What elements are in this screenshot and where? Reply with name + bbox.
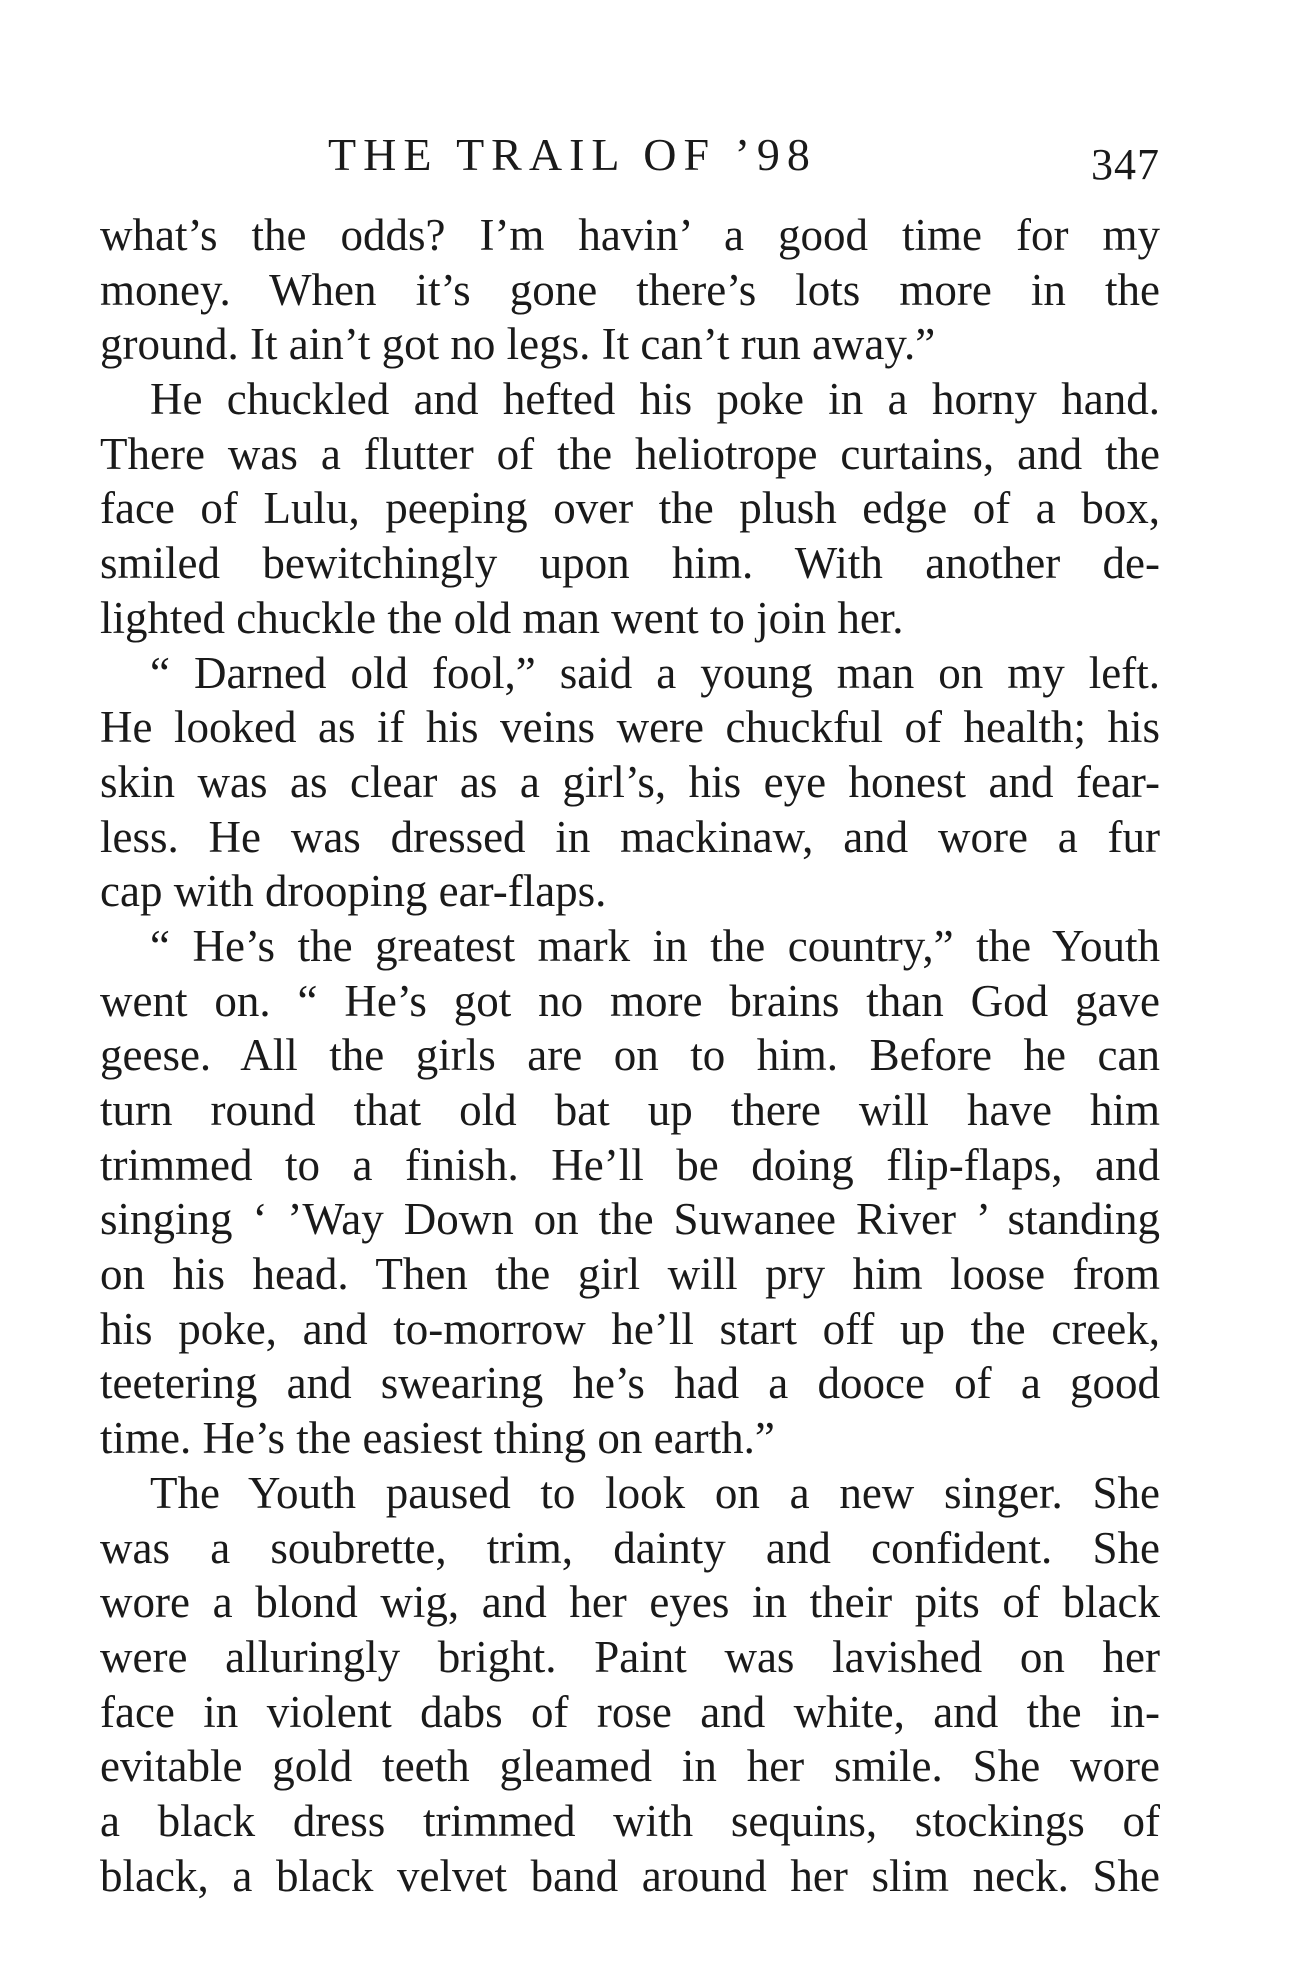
text-line: less. He was dressed in mackinaw, and wore a fur xyxy=(100,811,1160,862)
text-line: teetering and swearing he’s had a dooce of a good xyxy=(100,1358,1160,1409)
text-line: was a soubrette, trim, dainty and confident. She xyxy=(100,1522,1160,1573)
text-line: on his head. Then the girl will pry him loose from xyxy=(100,1249,1160,1300)
text-line: He looked as if his veins were chuckful of health; his xyxy=(100,702,1160,753)
text-line: “ He’s the greatest mark in the country,” the Youth xyxy=(150,920,1160,971)
page-number: 347 xyxy=(1091,140,1160,189)
text-line: went on. “ He’s got no more brains than God gave xyxy=(100,975,1160,1026)
text-line: ground. It ain’t got no legs. It can’t run away.” xyxy=(100,319,936,370)
text-line: wore a blond wig, and her eyes in their pits of black xyxy=(100,1577,1160,1628)
text-line: time. He’s the easiest thing on earth.” xyxy=(100,1413,775,1464)
body-text xyxy=(100,208,1160,1903)
running-head xyxy=(100,120,1160,190)
text-line: cap with drooping ear-flaps. xyxy=(100,866,607,917)
text-line: geese. All the girls are on to him. Before he can xyxy=(100,1030,1160,1081)
text-line: his poke, and to-morrow he’ll start off up the creek, xyxy=(100,1303,1160,1354)
text-line: “ Darned old fool,” said a young man on my left. xyxy=(150,647,1160,698)
text-line: money. When it’s gone there’s lots more in the xyxy=(100,264,1160,315)
text-line: turn round that old bat up there will have him xyxy=(100,1085,1160,1135)
running-title: THE TRAIL OF ’98 xyxy=(328,129,817,180)
text-line: a black dress trimmed with sequins, stockings of xyxy=(100,1795,1160,1846)
text-line: There was a flutter of the heliotrope curtains, and the xyxy=(100,428,1160,479)
text-line: smiled bewitchingly upon him. With another de- xyxy=(100,538,1160,589)
text-line: were alluringly bright. Paint was lavished on her xyxy=(100,1631,1160,1682)
text-line: evitable gold teeth gleamed in her smile. She wore xyxy=(100,1741,1160,1792)
text-line: lighted chuckle the old man went to join her. xyxy=(100,592,904,643)
text-line: trimmed to a finish. He’ll be doing flip-flaps, and xyxy=(100,1139,1160,1190)
text-line: The Youth paused to look on a new singer. She xyxy=(150,1467,1160,1518)
text-line: He chuckled and hefted his poke in a horny hand. xyxy=(150,374,1160,425)
text-line: what’s the odds? I’m havin’ a good time for my xyxy=(100,210,1160,260)
text-line: face in violent dabs of rose and white, and the in- xyxy=(100,1686,1160,1737)
text-line: singing ‘ ’Way Down on the Suwanee River ’ standing xyxy=(100,1194,1160,1245)
text-line: skin was as clear as a girl’s, his eye honest and fear- xyxy=(100,756,1160,807)
text-line: black, a black velvet band around her slim neck. She xyxy=(100,1850,1160,1901)
text-line: face of Lulu, peeping over the plush edge of a box, xyxy=(100,483,1160,534)
